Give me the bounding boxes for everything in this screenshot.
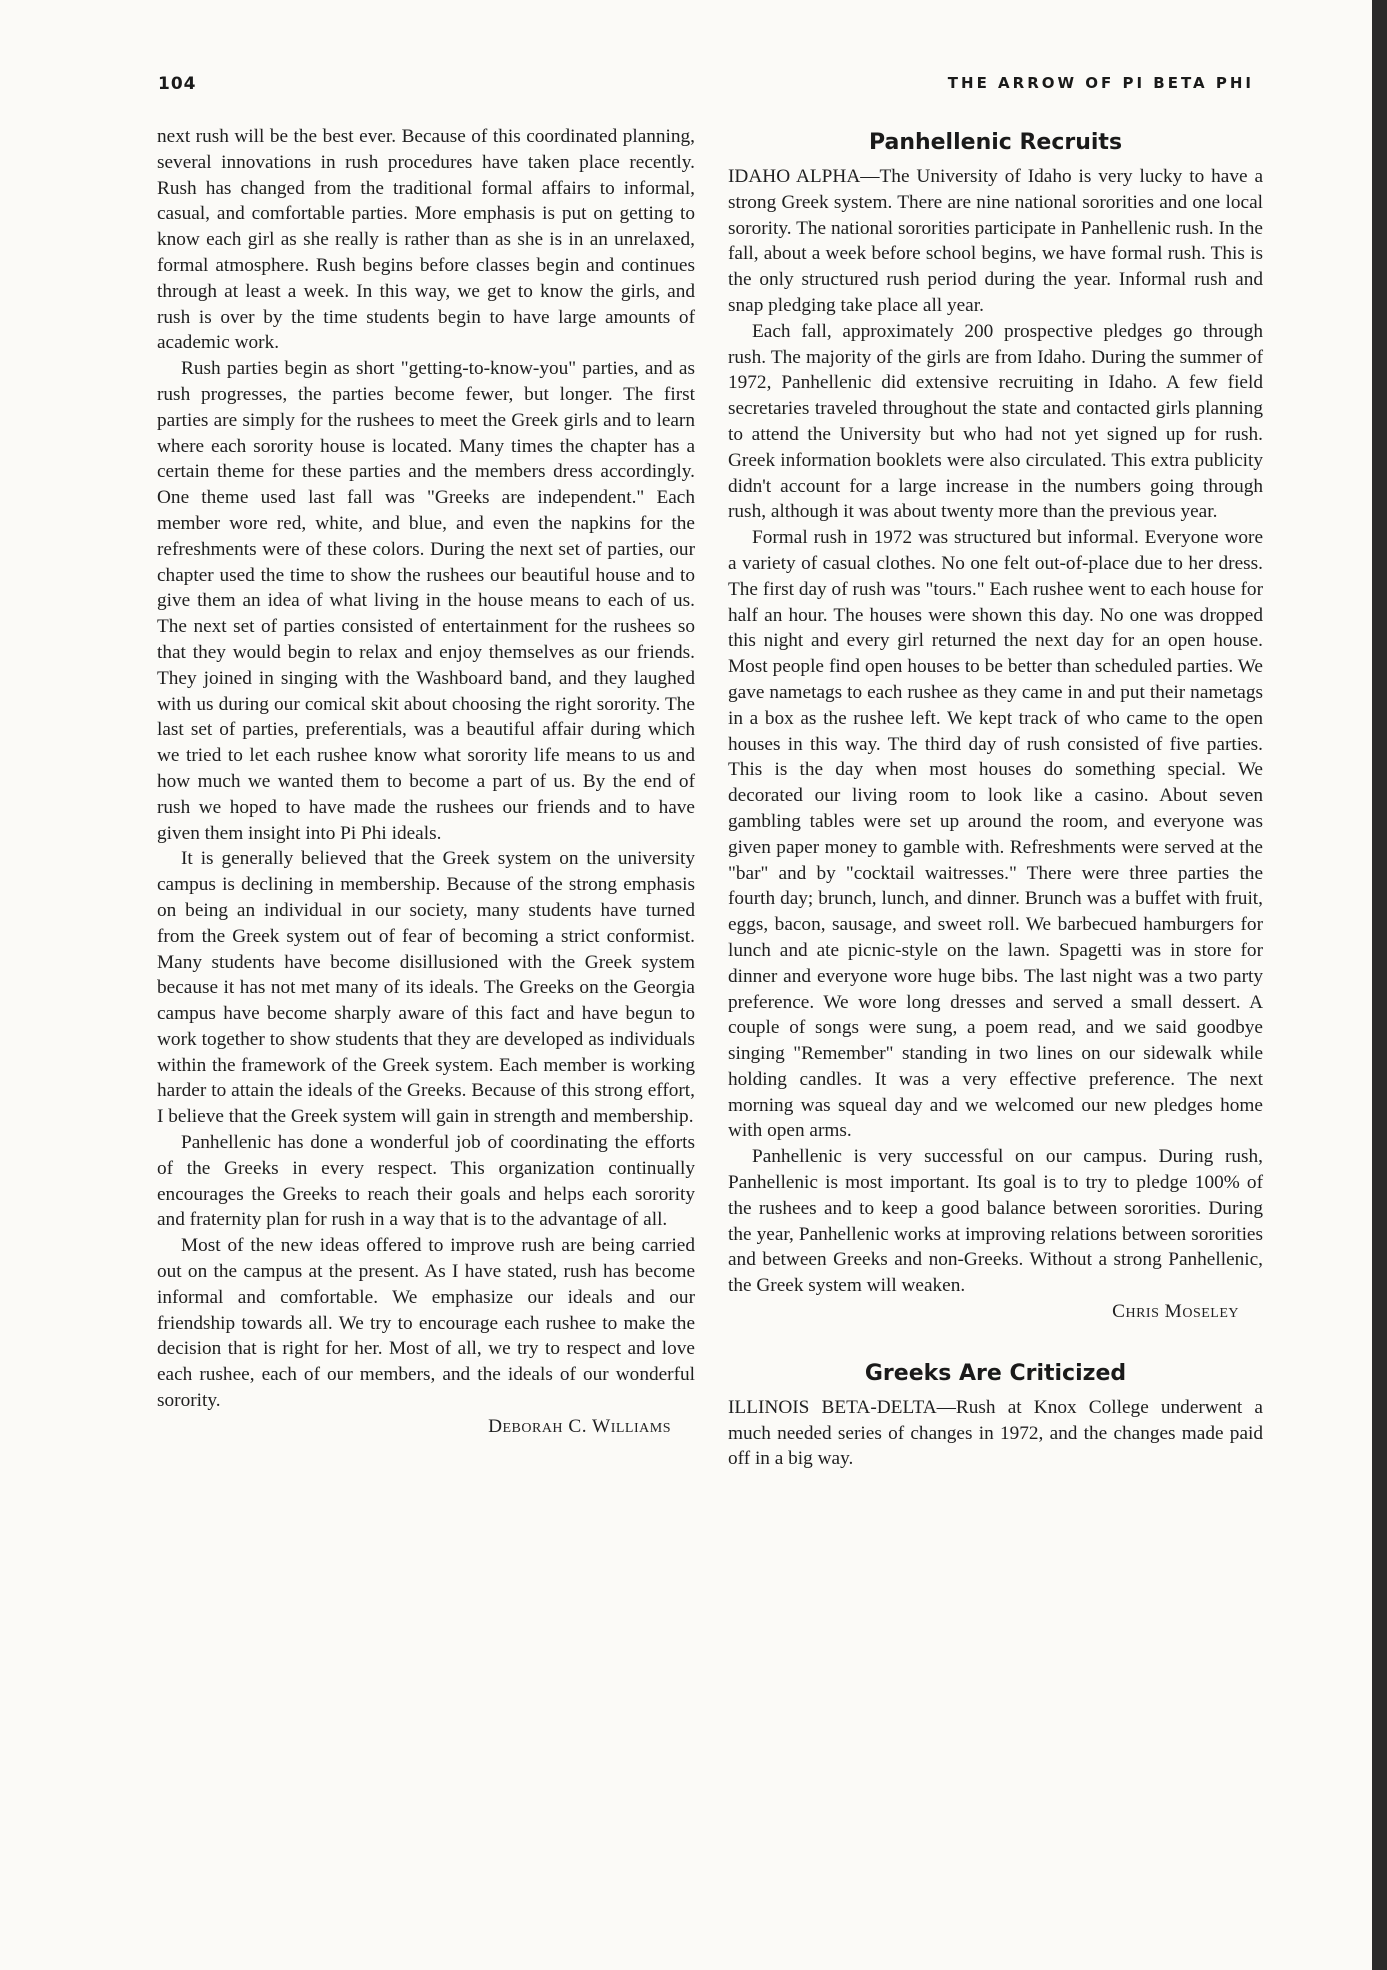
paragraph: Each fall, approximately 200 prospective pledges go through rush. The majority of the girls are from Idaho. During the summer of 1972, Panhellenic did extensive recruiting in Idaho. A few field secretaries traveled throughout the state and contacted girls planning to attend the University but who had not yet signed up for rush. Greek information booklets were also circulated. This extra publicity didn't account for a large increase in the numbers going through rush, although it was about twenty more than the previous year. [728,320,1263,523]
section-heading: Panhellenic Recruits [868,130,1123,155]
paragraph: Panhellenic is very successful on our campus. During rush, Panhellenic is most important. Its goal is to try to pledge 100% of the rushees and to keep a good balance between sororities. During the year, Panhellenic works at improving relations between sororities and between Greeks and non-Greeks. Without a strong Panhellenic, the Greek system will weaken. [728,1146,1263,1297]
right-column [728,124,1263,1472]
author-signature: Chris Moseley [1112,1301,1239,1323]
scan-edge [1372,0,1387,1970]
running-head: THE ARROW OF PI BETA PHI [947,74,1254,92]
paragraph: Most of the new ideas offered to improve rush are being carried out on the campus at the present. As I have stated, rush has become informal and comfortable. We emphasize our ideals and our friendship towards all. We try to encourage each rushee to make the decision that is right for her. Most of all, we try to respect and love each rushee, each of our members, and the ideals of our wonderful sorority. [157,1235,695,1412]
paragraph: ILLINOIS BETA-DELTA—Rush at Knox College underwent a much needed series of changes in 1972, and the changes made paid off in a big way. [728,1396,1263,1470]
paragraph: It is generally believed that the Greek system on the university campus is declining in membership. Because of the strong emphasis on being an individual in our society, many students have turned from the Greek system out of fear of becoming a strict conformist. Many students have become disillusioned with the Greek system because it has not met many of its ideals. The Greeks on the Georgia campus have become sharply aware of this fact and have begun to work together to show students that they are developed as individuals within the framework of the Greek system. Each member is working harder to attain the ideals of the Greeks. Because of this strong effort, I believe that the Greek system will gain in strength and membership. [157,848,695,1128]
author-signature: Deborah C. Williams [488,1415,671,1437]
page-number: 104 [158,74,197,94]
paragraph: IDAHO ALPHA—The University of Idaho is very lucky to have a strong Greek system. There are nine national sororities and one local sorority. The national sororities participate in Panhellenic rush. In the fall, about a week before school begins, we have formal rush. This is the only structured rush period during the year. Informal rush and snap pledging take place all year. [728,166,1263,316]
paragraph: next rush will be the best ever. Because of this coordinated planning, several innovations in rush procedures have taken place recently. Rush has changed from the traditional formal affairs to informal, casual, and comfortable parties. More emphasis is put on getting to know each girl as she really is rather than as she is in an unrelaxed, formal atmosphere. Rush begins before classes begin and continues through at least a week. In this way, we get to know the girls, and rush is over by the time students begin to have large amounts of academic work. [157,126,695,354]
left-column [157,124,695,1440]
paragraph: Formal rush in 1972 was structured but informal. Everyone wore a variety of casual clothes. No one felt out-of-place due to her dress. The first day of rush was "tours." Each rushee went to each house for half an hour. The houses were shown this day. No one was dropped this night and every girl returned the next day for an open house. Most people find open houses to be better than scheduled parties. We gave nametags to each rushee as they came in and put their nametags in a box as the rushee left. We kept track of who came to the open houses in this way. The third day of rush consisted of five parties. This is the day when most houses do something special. We decorated our living room to look like a casino. About seven gambling tables were set up around the room, and everyone was given paper money to gamble with. Refreshments were served at the "bar" and by "cocktail waitresses." There were three parties the fourth day; brunch, lunch, and dinner. Brunch was a buffet with fruit, eggs, bacon, sausage, and sweet roll. We barbecued hamburgers for lunch and ate picnic-style on the lawn. Spagetti was in store for dinner and everyone wore huge bibs. The last night was a two party preference. We wore long dresses and served a small dessert. A couple of songs were sung, a poem read, and we said goodbye singing "Remember" standing in two lines on our sidewalk while holding candles. It was a very effective preference. The next morning was squeal day and we welcomed our new pledges home with open arms. [728,527,1263,1142]
paragraph: Rush parties begin as short "getting-to-know-you" parties, and as rush progresses, the parties become fewer, but longer. The first parties are simply for the rushees to meet the Greek girls and to learn where each sorority house is located. Many times the chapter has a certain theme for these parties and the members dress accordingly. One theme used last fall was "Greeks are independent." Each member wore red, white, and blue, and even the napkins for the refreshments were of these colors. During the next set of parties, our chapter used the time to show the rushees our beautiful house and to give them an idea of what living in the house means to each of us. The next set of parties consisted of entertainment for the rushees so that they would begin to relax and enjoy themselves as our friends. They joined in singing with the Washboard band, and they laughed with us during our comical skit about choosing the right sorority. The last set of parties, preferentials, was a beautiful affair during which we tried to let each rushee know what sorority life means to us and how much we wanted them to become a part of us. By the end of rush we hoped to have made the rushees our friends and to have given them insight into Pi Phi ideals. [157,358,695,844]
section-heading: Greeks Are Criticized [864,1360,1127,1386]
paragraph: Panhellenic has done a wonderful job of coordinating the efforts of the Greeks in every respect. This organization continually encourages the Greeks to reach their goals and helps each sorority and fraternity plan for rush in a way that is to the advantage of all. [157,1132,695,1231]
